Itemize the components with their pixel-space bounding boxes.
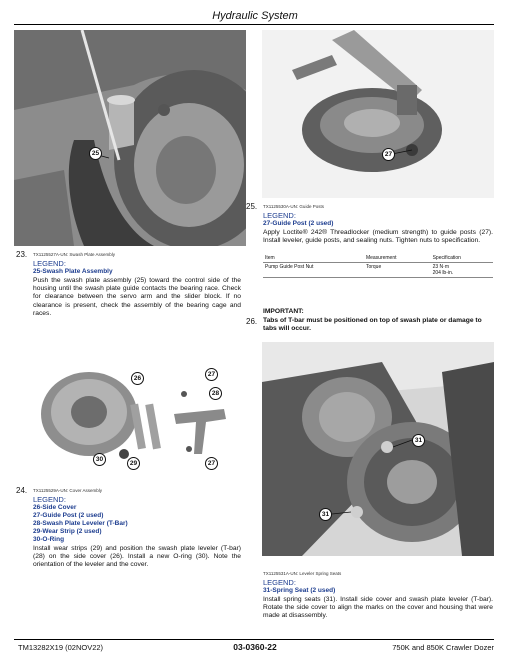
spring-seats-photo [262,342,494,556]
figure-caption: TX1125529A-UN: Cover Assembly [33,488,102,493]
table-cell-item: Pump Guide Post Nut [263,263,364,278]
table-header-measurement: Measurement [364,254,431,263]
page-header-title: Hydraulic System [212,10,298,22]
step-number: 25. [246,202,258,211]
header-divider [14,24,494,25]
callout-31: 31 [319,508,332,521]
table-cell-measurement: Torque [364,263,431,278]
legend-item: 30-O-Ring [33,536,65,543]
step-text: Install wear strips (29) and position the swash plate leveler (T-bar) (28) on the side cover (26). Install a new O-ring (30). Note the orientation of the leveler and the cover. [33,545,241,569]
step-number: 24. [16,486,28,495]
callout-27: 27 [205,368,218,381]
legend-title: LEGEND: [33,259,66,268]
step-text: Push the swash plate assembly (25) toward the control side of the housing until the swash plate guide contacts the bearing race. Check for clearance between the servo arm and the slider block. If no clearance is present, check the assembly of the bearing cage and races. [33,277,241,317]
important-label: IMPORTANT: [263,308,304,315]
step-text: Apply Loctite® 242® Threadlocker (medium strength) to guide posts (27). Install leveler, guide posts, and sealing nuts. Tighten nuts to specification. [263,229,493,245]
legend-item: 31-Spring Seat (2 used) [263,587,336,594]
callout-31: 31 [412,434,425,447]
callout-27: 27 [205,457,218,470]
table-cell-specification [431,263,493,278]
guide-posts-photo [262,30,494,198]
callout-27: 27 [382,148,395,161]
callout-30: 30 [93,453,106,466]
legend-item: 27-Guide Post (2 used) [263,220,334,227]
table-header-item: Item [263,254,364,263]
table-row [263,263,493,278]
spec-nm: 23 N·m [432,264,449,270]
important-text: Tabs of T-bar must be positioned on top of swash plate or damage to tabs will occur. [263,317,482,333]
callout-26: 26 [131,372,144,385]
footer-page-number: 03-0360-22 [233,642,277,652]
callout-28: 28 [209,387,222,400]
legend-item: 27-Guide Post (2 used) [33,512,104,519]
callout-29: 29 [127,457,140,470]
callout-25: 25 [89,147,102,160]
step-number: 23. [16,250,28,259]
legend-title: LEGEND: [263,578,296,587]
spec-lbin: 204 lb-in. [432,270,454,276]
legend-title: LEGEND: [33,495,66,504]
legend-item: 25-Swash Plate Assembly [33,268,113,275]
legend-item: 29-Wear Strip (2 used) [33,528,102,535]
footer-product-name: 750K and 850K Crawler Dozer [392,643,494,652]
footer-divider [14,639,494,640]
table-header-specification: Specification [431,254,493,263]
figure-caption: TX1125531A-UN: Leveler Spring Seats [263,571,342,576]
step-text: Install spring seats (31). Install side cover and swash plate leveler (T-bar). Rotate the side cover to align the marks on the cover and housing that were made at disassembly. [263,596,493,620]
figure-caption: TX1125527A-UN: Swash Plate Assembly [33,252,115,257]
legend-item: 28-Swash Plate Leveler (T-Bar) [33,520,128,527]
step-number: 26. [246,317,258,326]
footer-doc-id: TM13282X19 (02NOV22) [18,643,104,652]
legend-title: LEGEND: [263,211,296,220]
cover-assembly-photo [34,364,234,474]
figure-caption: TX1125530A-UN: Guide Posts [263,204,324,209]
legend-item: 26-Side Cover [33,504,77,511]
swash-plate-photo [14,30,246,246]
torque-spec-table [263,254,493,278]
